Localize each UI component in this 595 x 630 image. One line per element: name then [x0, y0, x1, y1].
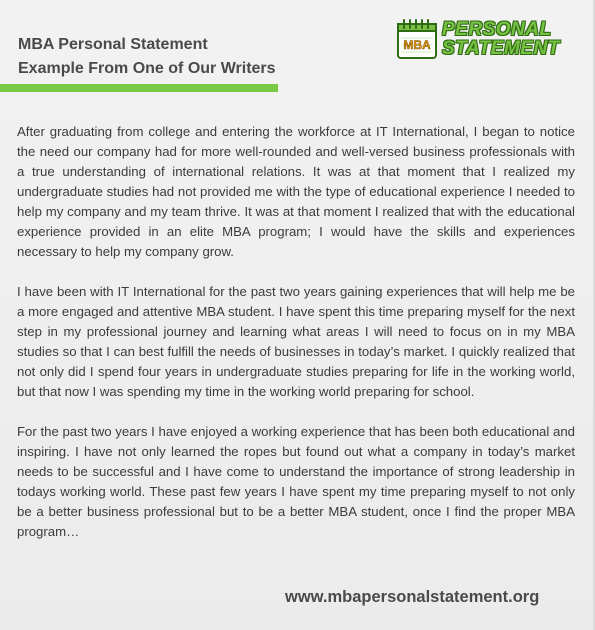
logo-line1: PERSONAL — [442, 19, 552, 40]
page-title-line1: MBA Personal Statement — [18, 36, 208, 53]
page-title-line2: Example From One of Our Writers — [18, 60, 276, 77]
paragraph: After graduating from college and entering the workforce at IT International, I began to notice the need our company had for more well-rounded and well-versed business professionals with a true understanding of international relations. It was at that moment that I realized my undergraduate studies had not provided me with the type of educational experience I needed to help my company and my team thrive. It was at that moment I realized that with the educational experience provided in an elite MBA program; I would have the skills and experiences necessary to help my company grow. — [17, 124, 575, 259]
brand-logo — [396, 18, 566, 66]
notebook-label: MBA — [403, 38, 431, 52]
page-title — [18, 33, 318, 81]
logo-wordmark — [442, 20, 566, 58]
logo-line2: STATEMENT — [442, 38, 560, 59]
paragraph: I have been with IT International for the past two years gaining experiences that will help me be a more engaged and attentive MBA student. I have spent this time preparing myself for the next step in my professional journey and learning what areas I will need to focus on in my MBA studies so that I can best fulfill the needs of businesses in today’s market. I quickly realized that not only did I spend four years in undergraduate studies preparing for life in the working world, but that now I was spending my time in the working world preparing for school. — [17, 284, 575, 399]
paragraph: For the past two years I have enjoyed a working experience that has been both educational and inspiring. I have not only learned the ropes but found out what a company in today’s market needs to be successful and I have come to understand the importance of strong leadership in todays working world. These past few years I have spent my time preparing myself to not only be a better business professional but to be a better MBA student, once I find the proper MBA program… — [17, 424, 575, 539]
notebook-icon — [396, 18, 438, 60]
statement-body — [17, 122, 575, 562]
website-url: www.mbapersonalstatement.org — [285, 588, 540, 606]
title-underline-bar — [0, 84, 278, 92]
